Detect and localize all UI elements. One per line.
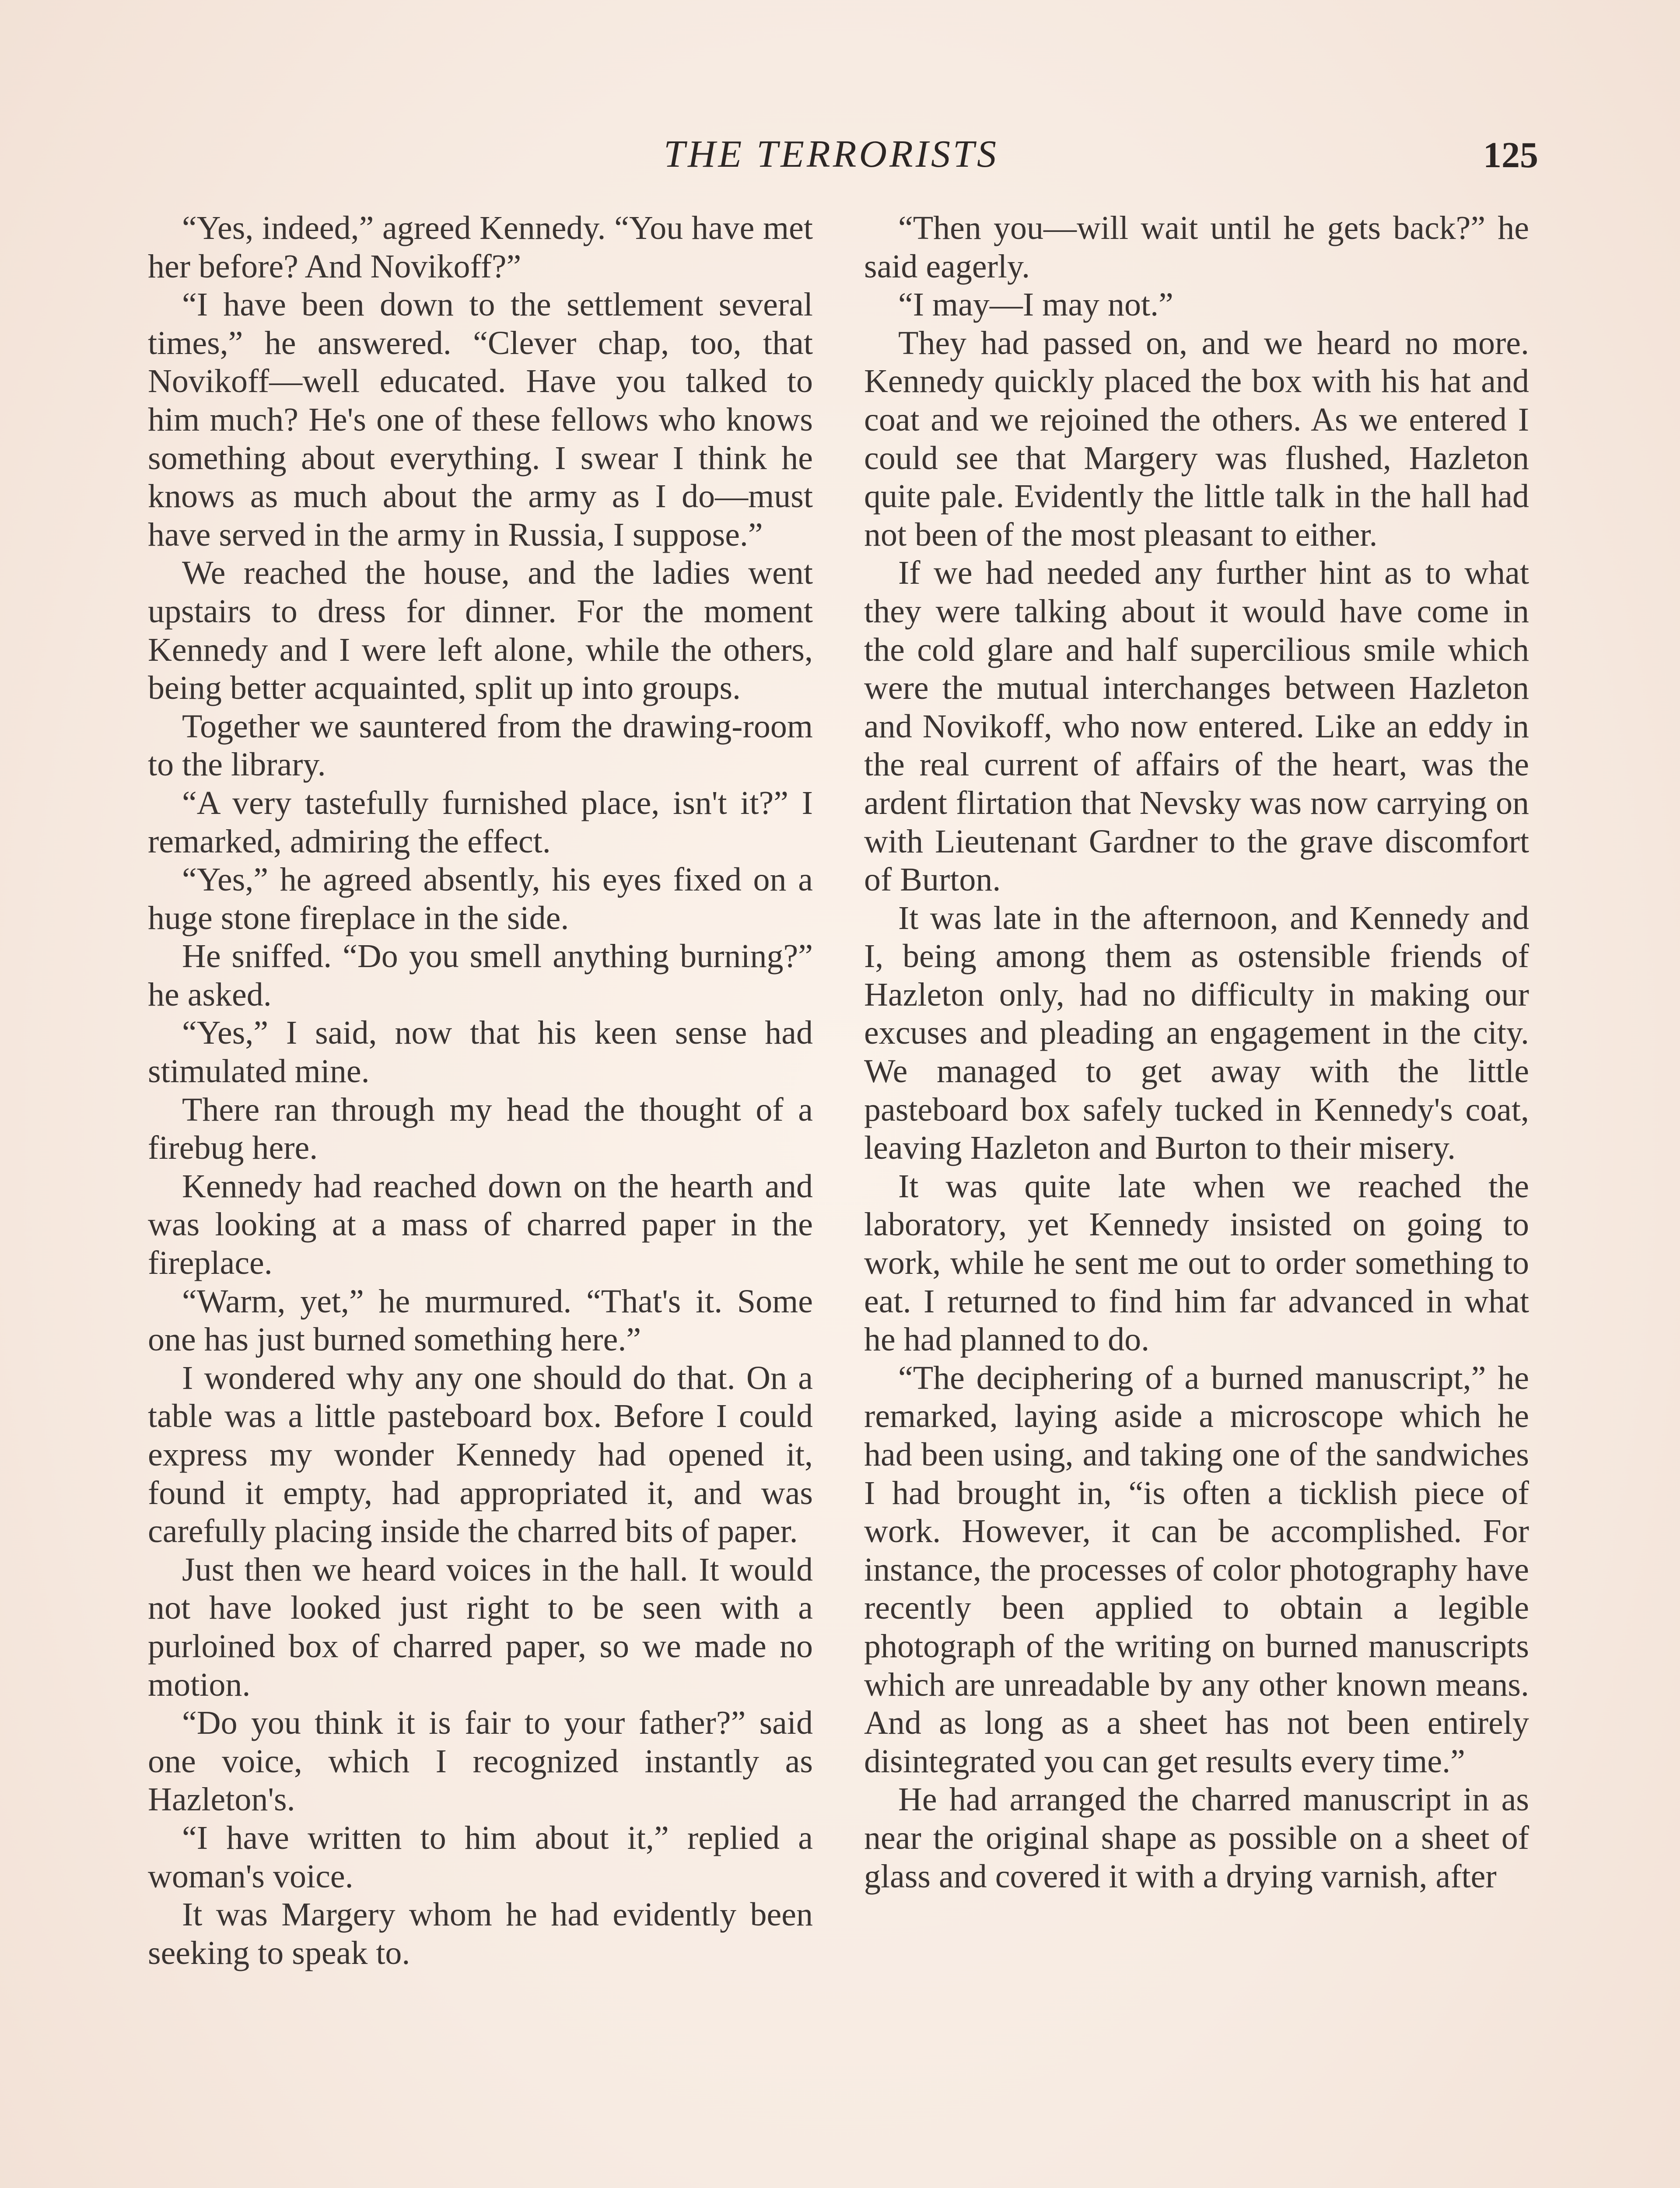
paragraph: There ran through my head the thought of a firebug here.	[148, 1091, 813, 1167]
paragraph: “I may—I may not.”	[898, 286, 1173, 323]
right-column	[864, 209, 1529, 1896]
paragraph: It was late in the afternoon, and Kennedy and I, being among them as ostensible friends of Hazleton only, had no difficulty in making our excuses and pleading an engagement in the city. We managed to get away with the little pasteboard box safely tucked in Kennedy's coat, leaving Hazleton and Burton to their misery.	[864, 899, 1529, 1167]
paragraph: Together we sauntered from the drawing-room to the library.	[148, 708, 813, 783]
paragraph: “Yes,” he agreed absently, his eyes fixed on a huge stone fireplace in the side.	[148, 861, 813, 936]
paragraph: We reached the house, and the ladies went upstairs to dress for dinner. For the moment Kennedy and I were left alone, while the others, being better acquainted, split up into groups.	[148, 554, 813, 707]
paragraph: He sniffed. “Do you smell anything burning?” he asked.	[148, 938, 813, 1013]
paragraph: “I have written to him about it,” replied a woman's voice.	[148, 1819, 813, 1895]
paragraph: He had arranged the charred manuscript in as near the original shape as possible on a sheet of glass and covered it with a drying varnish, after	[864, 1781, 1529, 1895]
paragraph: I wondered why any one should do that. On a table was a little pasteboard box. Before I could express my wonder Kennedy had opened it, found it empty, had appropriated it, and was carefully placing inside the charred bits of paper.	[148, 1359, 813, 1550]
paragraph: “Yes, indeed,” agreed Kennedy. “You have met her before? And Novikoff?”	[148, 210, 813, 285]
running-title: THE TERRORISTS	[664, 133, 999, 175]
paragraph: “A very tastefully furnished place, isn't it?” I remarked, admiring the effect.	[148, 784, 813, 860]
paragraph: Just then we heard voices in the hall. It would not have looked just right to be seen with a purloined box of charred paper, so we made no motion.	[148, 1551, 813, 1703]
paragraph: “Warm, yet,” he murmured. “That's it. Some one has just burned something here.”	[148, 1283, 813, 1358]
page-header	[0, 128, 1680, 180]
paragraph: It was quite late when we reached the laboratory, yet Kennedy insisted on going to work, while he sent me out to order something to eat. I returned to find him far advanced in what he had planned to do.	[864, 1168, 1529, 1358]
left-column	[148, 209, 813, 1972]
paragraph: If we had needed any further hint as to what they were talking about it would have come in the cold glare and half supercilious smile which were the mutual interchanges between Hazleton and Novikoff, who now entered. Like an eddy in the real current of affairs of the heart, was the ardent flirtation that Nevsky was now carrying on with Lieutenant Gardner to the grave discomfort of Burton.	[864, 554, 1529, 898]
paragraph: Kennedy had reached down on the hearth and was looking at a mass of charred paper in the fireplace.	[148, 1168, 813, 1282]
paragraph: “Do you think it is fair to your father?” said one voice, which I recognized instantly as Hazleton's.	[148, 1704, 813, 1818]
paragraph: “Yes,” I said, now that his keen sense had stimulated mine.	[148, 1014, 813, 1090]
page-number: 125	[1483, 135, 1538, 175]
paragraph: It was Margery whom he had evidently been seeking to speak to.	[148, 1896, 813, 1971]
paragraph: They had passed on, and we heard no more. Kennedy quickly placed the box with his hat and coat and we rejoined the others. As we entered I could see that Margery was flushed, Hazleton quite pale. Evidently the little talk in the hall had not been of the most pleasant to either.	[864, 324, 1529, 553]
paragraph: “The deciphering of a burned manuscript,” he remarked, laying aside a microscope which he had been using, and taking one of the sandwiches I had brought in, “is often a ticklish piece of work. However, it can be accomplished. For instance, the processes of color photography have recently been applied to obtain a legible photograph of the writing on burned manuscripts which are unreadable by any other known means. And as long as a sheet has not been entirely disintegrated you can get results every time.”	[864, 1359, 1529, 1780]
paragraph: “I have been down to the settlement several times,” he answered. “Clever chap, too, that Novikoff—well educated. Have you talked to him much? He's one of these fellows who knows something about everything. I swear I think he knows as much about the army as I do—must have served in the army in Russia, I suppose.”	[148, 286, 813, 553]
paragraph: “Then you—will wait until he gets back?” he said eagerly.	[864, 210, 1529, 285]
